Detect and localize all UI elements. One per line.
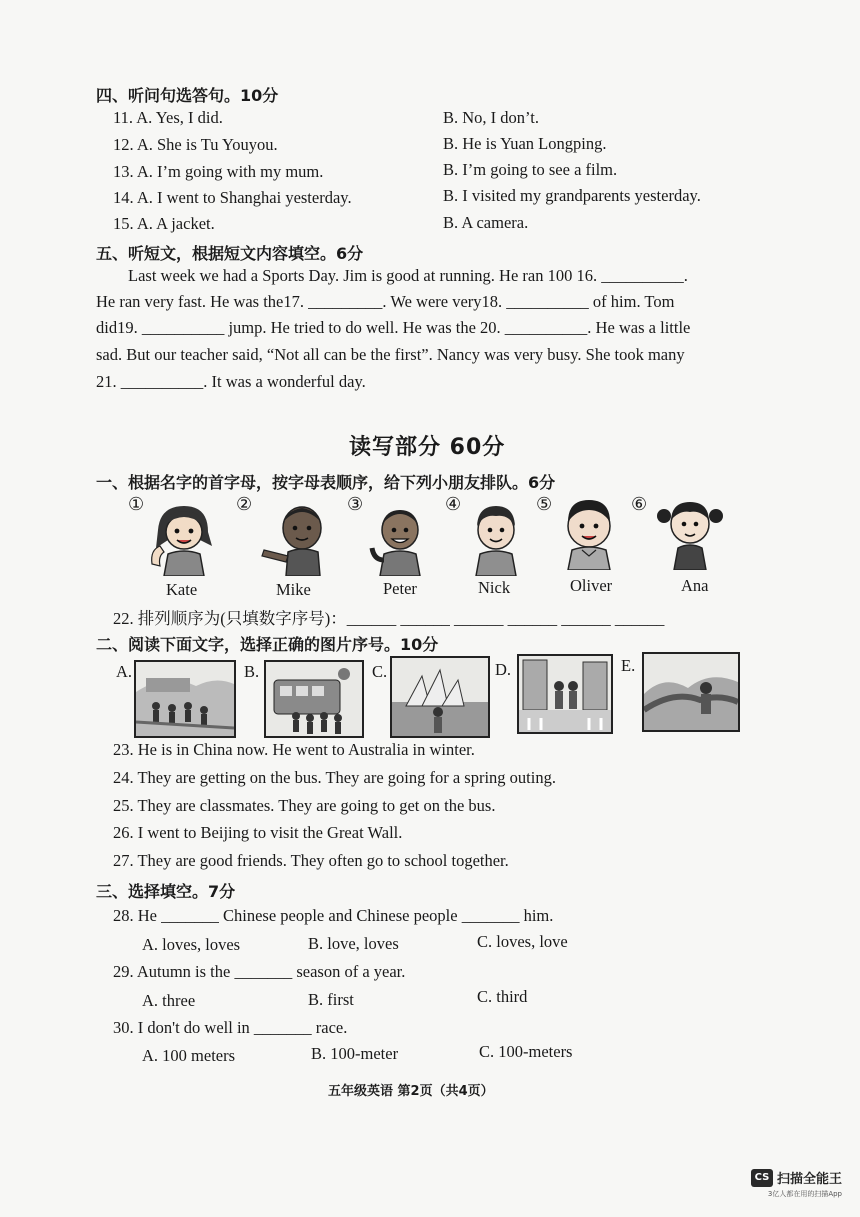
camscanner-logo-icon: CS bbox=[751, 1169, 773, 1187]
kid-3-name: Peter bbox=[383, 579, 417, 598]
pic-label-e: E. bbox=[621, 656, 636, 675]
q29-option-b: B. first bbox=[308, 990, 354, 1009]
kid-1-mark: ① bbox=[128, 494, 145, 514]
boy-nick-illustration bbox=[464, 500, 528, 576]
q28-text: 28. He _______ Chinese people and Chinese people _______ him. bbox=[113, 906, 554, 925]
pic-label-d: D. bbox=[495, 660, 512, 679]
q27-text: 27. They are good friends. They often go to school together. bbox=[113, 851, 509, 870]
kid-5-name: Oliver bbox=[570, 576, 613, 595]
r2-heading: 二、阅读下面文字，选择正确的图片序号。10分 bbox=[96, 635, 439, 654]
passage-line-5: 21. __________. It was a wonderful day. bbox=[96, 372, 366, 391]
picture-d-walk-to-school bbox=[517, 654, 613, 734]
q30-option-a: A. 100 meters bbox=[142, 1046, 236, 1065]
r3-heading: 三、选择填空。7分 bbox=[96, 882, 236, 901]
q29-option-c: C. third bbox=[477, 987, 528, 1006]
q14-option-a: 14. A. I went to Shanghai yesterday. bbox=[113, 188, 352, 207]
q30-option-c: C. 100-meters bbox=[479, 1042, 573, 1061]
q15-option-a: 15. A. A jacket. bbox=[113, 214, 215, 233]
passage-line-3: did19. __________ jump. He tried to do well. He was the 20. __________. He was a little bbox=[96, 318, 691, 337]
q26-text: 26. I went to Beijing to visit the Great Wall. bbox=[113, 823, 403, 842]
passage-line-2: He ran very fast. He was the17. _________. We were very18. __________ of him. Tom bbox=[96, 292, 675, 311]
picture-b-bus bbox=[264, 660, 364, 738]
picture-a-spring-outing bbox=[134, 660, 236, 738]
kid-2-name: Mike bbox=[276, 580, 311, 599]
section4-heading: 四、听问句选答句。10分 bbox=[96, 86, 279, 105]
q29-text: 29. Autumn is the _______ season of a year. bbox=[113, 962, 406, 981]
boy-mike-illustration bbox=[258, 500, 334, 576]
kid-2-mark: ② bbox=[236, 494, 253, 514]
q28-option-c: C. loves, love bbox=[477, 932, 568, 951]
r1-heading: 一、根据名字的首字母，按字母表顺序，给下列小朋友排队。6分 bbox=[96, 473, 556, 492]
picture-c-sydney-opera-house bbox=[390, 656, 490, 738]
pic-label-a: A. bbox=[116, 662, 133, 681]
section5-heading: 五、听短文，根据短文内容填空。6分 bbox=[96, 244, 364, 263]
brand-tagline: 3亿人都在用的扫描App bbox=[767, 1190, 842, 1198]
q12-option-a: 12. A. She is Tu Youyou. bbox=[113, 135, 278, 154]
girl-ana-illustration bbox=[654, 494, 726, 570]
kid-4-mark: ④ bbox=[445, 494, 462, 514]
kid-6-mark: ⑥ bbox=[631, 494, 648, 514]
q12-option-b: B. He is Yuan Longping. bbox=[443, 134, 607, 153]
passage-line-1: Last week we had a Sports Day. Jim is good at running. He ran 100 16. __________. bbox=[128, 266, 688, 285]
part-title: 读写部分 60分 bbox=[349, 435, 506, 460]
boy-oliver-illustration bbox=[556, 494, 622, 570]
picture-e-great-wall bbox=[642, 652, 740, 732]
boy-peter-illustration bbox=[364, 500, 434, 576]
q13-option-b: B. I’m going to see a film. bbox=[443, 160, 618, 179]
kid-5-mark: ⑤ bbox=[536, 494, 553, 514]
kid-4-name: Nick bbox=[478, 578, 511, 597]
q11-option-b: B. No, I don’t. bbox=[443, 108, 539, 127]
scanner-watermark bbox=[751, 1168, 842, 1199]
q11-option-a: 11. A. Yes, I did. bbox=[113, 108, 223, 127]
q30-text: 30. I don't do well in _______ race. bbox=[113, 1018, 348, 1037]
girl-kate-illustration bbox=[146, 500, 222, 576]
q28-option-b: B. love, loves bbox=[308, 934, 399, 953]
brand-name: 扫描全能王 bbox=[776, 1172, 842, 1187]
page-footer: 五年级英语 第2页（共4页） bbox=[328, 1084, 494, 1099]
q15-option-b: B. A camera. bbox=[443, 213, 529, 232]
pic-label-c: C. bbox=[372, 662, 388, 681]
kid-6-name: Ana bbox=[681, 576, 709, 595]
passage-line-4: sad. But our teacher said, “Not all can be the first”. Nancy was very busy. She took many bbox=[96, 345, 685, 364]
q13-option-a: 13. A. I’m going with my mum. bbox=[113, 162, 324, 181]
q28-option-a: A. loves, loves bbox=[142, 935, 241, 954]
kid-3-mark: ③ bbox=[347, 494, 364, 514]
pic-label-b: B. bbox=[244, 662, 260, 681]
q23-text: 23. He is in China now. He went to Australia in winter. bbox=[113, 740, 475, 759]
q29-option-a: A. three bbox=[142, 991, 196, 1010]
kid-1-name: Kate bbox=[166, 580, 198, 599]
q24-text: 24. They are getting on the bus. They are going for a spring outing. bbox=[113, 768, 556, 787]
q25-text: 25. They are classmates. They are going to get on the bus. bbox=[113, 796, 496, 815]
q14-option-b: B. I visited my grandparents yesterday. bbox=[443, 186, 701, 205]
q30-option-b: B. 100-meter bbox=[311, 1044, 399, 1063]
q22-answer-line: 22. 排列顺序为(只填数字序号)：______ ______ ______ ______ ______ ______ bbox=[113, 609, 665, 628]
